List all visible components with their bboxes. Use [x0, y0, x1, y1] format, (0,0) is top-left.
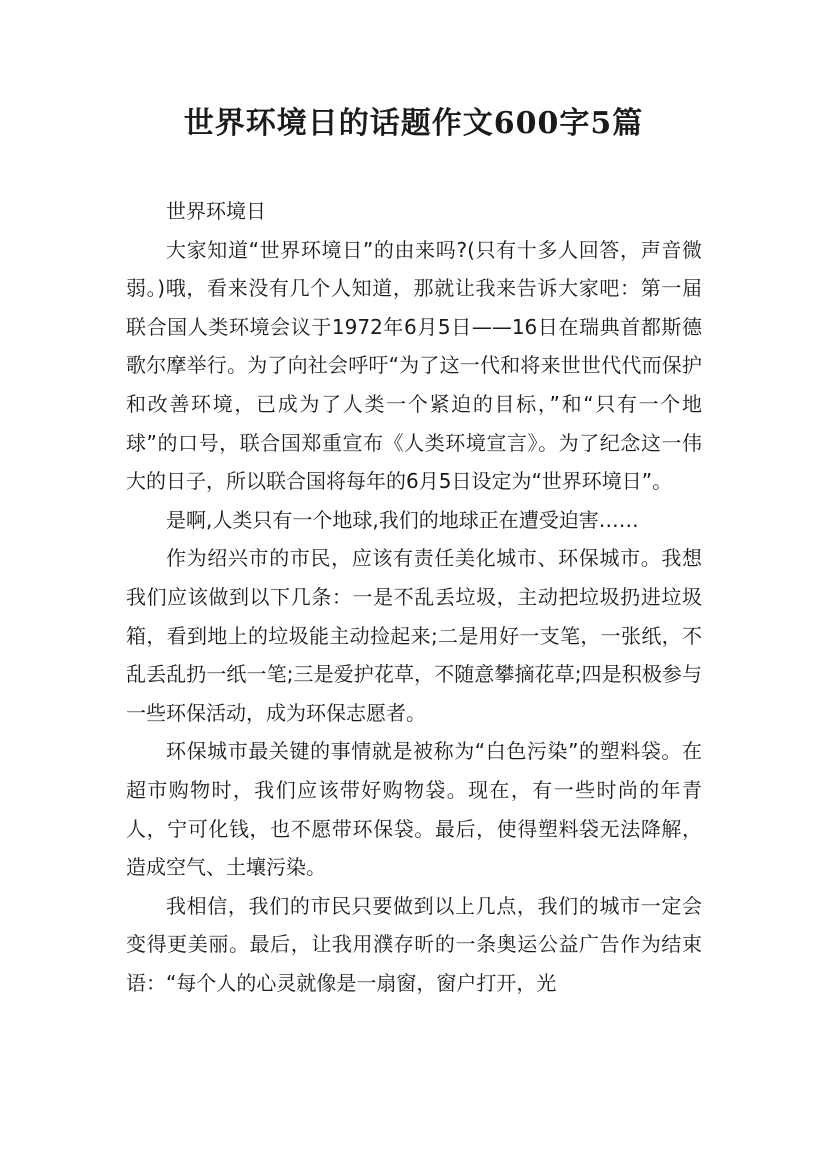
- paragraph: 作为绍兴市的市民，应该有责任美化城市、环保城市。我想我们应该做到以下几条：一是不乱丢垃圾，主动把垃圾扔进垃圾箱，看到地上的垃圾能主动捡起来;二是用好一支笔，一张纸，不乱丢乱扔一纸一笔;三是爱护花草，不随意攀摘花草;四是积极参与一些环保活动，成为环保志愿者。: [126, 546, 702, 725]
- paragraph: 大家知道“世界环境日”的由来吗?(只有十多人回答，声音微弱。)哦，看来没有几个人知道，那就让我来告诉大家吧：第一届联合国人类环境会议于1972年6月5日——16日在瑞典首都斯德歌尔摩举行。为了向社会呼吁“为了这一代和将来世世代代而保护和改善环境，已成为了人类一个紧迫的目标，”和“只有一个地球”的口号，联合国郑重宣布《人类环境宣言》。为了纪念这一伟大的日子，所以联合国将每年的6月5日设定为“世界环境日”。: [126, 237, 702, 494]
- document-title: 世界环境日的话题作文600字5篇: [183, 106, 644, 141]
- paragraph: 我相信，我们的市民只要做到以上几点，我们的城市一定会变得更美丽。最后，让我用濮存昕的一条奥运公益广告作为结束语：“每个人的心灵就像是一扇窗，窗户打开，光: [126, 893, 702, 995]
- paragraph: 环保城市最关键的事情就是被称为“白色污染”的塑料袋。在超市购物时，我们应该带好购物袋。现在，有一些时尚的年青人，宁可化钱，也不愿带环保袋。最后，使得塑料袋无法降解，造成空气、土壤污染。: [126, 739, 702, 880]
- paragraph: 是啊,人类只有一个地球,我们的地球正在遭受迫害……: [166, 507, 639, 532]
- document-body: [126, 192, 702, 1002]
- section-heading: 世界环境日: [166, 199, 266, 223]
